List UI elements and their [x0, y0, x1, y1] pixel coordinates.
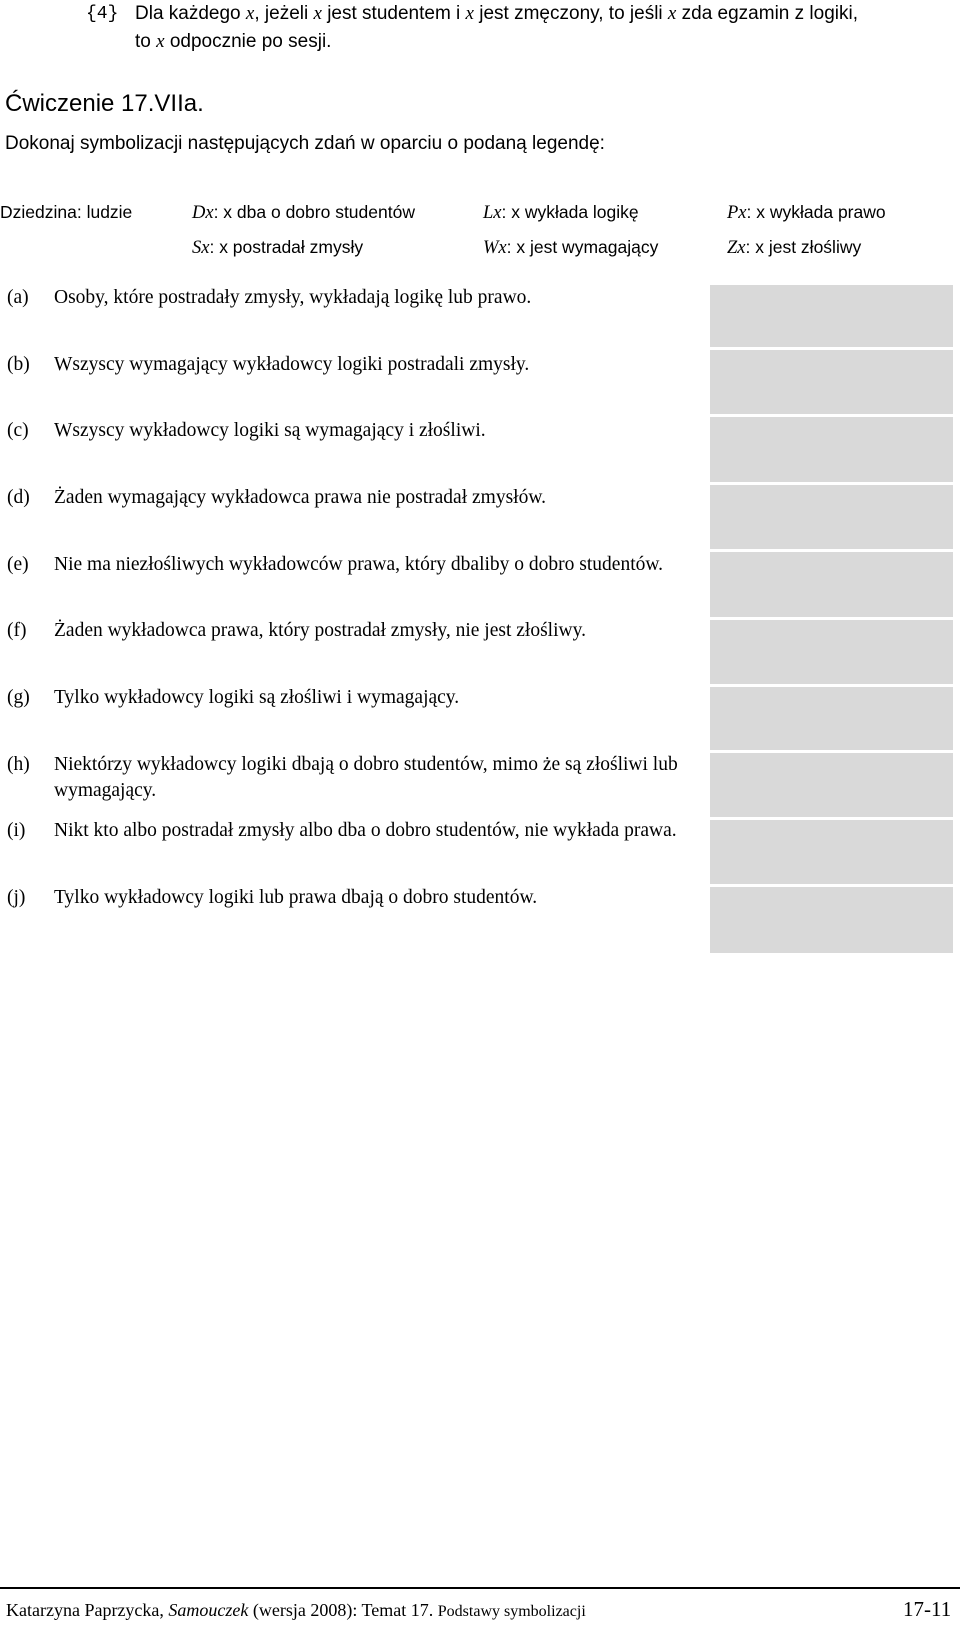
predicate-meaning: : x jest wymagający — [506, 237, 659, 257]
question-label: (h) — [7, 754, 30, 775]
predicate-symbol: Wx — [483, 238, 507, 258]
question-label: (f) — [7, 620, 27, 641]
predicate-symbol: Zx — [727, 238, 746, 258]
predicate-meaning: : x postradał zmysły — [209, 237, 364, 257]
exercise-4-line-1 — [135, 3, 858, 25]
text-part: zda egzamin z logiki, — [676, 3, 859, 24]
question-text: Niektórzy wykładowcy logiki dbają o dobro studentów, mimo że są złośliwi lub wymagający. — [54, 754, 678, 801]
variable: x — [313, 3, 322, 24]
footer-citation — [6, 1600, 586, 1621]
question-text: Nikt kto albo postradał zmysły albo dba o dobro studentów, nie wykłada prawa. — [54, 820, 677, 841]
text-part: , jeżeli — [254, 3, 314, 24]
footer-topic: Podstawy symbolizacji — [437, 1603, 586, 1620]
question-text: Wszyscy wymagający wykładowcy logiki postradali zmysły. — [54, 354, 530, 375]
question-label: (b) — [7, 354, 30, 375]
text-part: jest zmęczony, to jeśli — [473, 3, 668, 24]
answer-box[interactable] — [710, 285, 953, 350]
predicate-symbol: Px — [727, 203, 747, 223]
legend-px — [727, 202, 886, 224]
question-label: (j) — [7, 887, 26, 908]
exercise-number: {4} — [86, 4, 119, 24]
question-text: Tylko wykładowcy logiki lub prawa dbają o dobro studentów. — [54, 887, 538, 908]
question-label: (a) — [7, 287, 29, 308]
footer-edition: (wersja 2008): Temat 17. — [248, 1600, 438, 1620]
legend-sx — [192, 237, 363, 259]
question-text: Żaden wykładowca prawa, który postradał zmysły, nie jest złośliwy. — [54, 620, 586, 641]
question-label: (c) — [7, 420, 29, 441]
predicate-symbol: Lx — [483, 203, 502, 223]
legend-wx — [483, 237, 658, 259]
answer-box[interactable] — [710, 485, 953, 552]
legend-dx — [192, 202, 415, 224]
variable: x — [465, 3, 474, 24]
predicate-meaning: : x dba o dobro studentów — [213, 202, 415, 222]
question-label: (i) — [7, 820, 26, 841]
page-number: 17-11 — [903, 1597, 952, 1621]
question-text: Nie ma niezłośliwych wykładowców prawa, który dbaliby o dobro studentów. — [54, 554, 664, 575]
answer-box[interactable] — [710, 820, 953, 887]
variable: x — [245, 3, 255, 24]
exercise-heading: Ćwiczenie 17.VIIa. — [5, 90, 204, 117]
question-label: (g) — [7, 687, 30, 708]
question-text: Żaden wymagający wykładowca prawa nie postradał zmysłów. — [54, 487, 547, 508]
answer-box[interactable] — [710, 753, 953, 820]
question-label: (d) — [7, 487, 30, 508]
predicate-meaning: : x wykłada logikę — [501, 202, 639, 222]
answer-box[interactable] — [710, 687, 953, 753]
variable: x — [156, 31, 165, 52]
footer-book-title: Samouczek — [168, 1600, 249, 1620]
predicate-symbol: Dx — [192, 203, 214, 223]
answer-box[interactable] — [710, 552, 953, 620]
text-part: to — [135, 31, 157, 52]
variable: x — [667, 3, 677, 24]
legend-domain: Dziedzina: ludzie — [0, 202, 133, 222]
legend-zx — [727, 237, 861, 259]
predicate-meaning: : x jest złośliwy — [745, 237, 862, 257]
legend-lx — [483, 202, 639, 224]
predicate-symbol: Sx — [192, 238, 210, 258]
predicate-meaning: : x wykłada prawo — [746, 202, 886, 222]
question-text: Tylko wykładowcy logiki są złośliwi i wymagający. — [54, 687, 460, 708]
exercise-instruction: Dokonaj symbolizacji następujących zdań w oparciu o podaną legendę: — [5, 133, 605, 154]
exercise-4-line-2 — [135, 31, 331, 53]
answer-box[interactable] — [710, 887, 953, 953]
question-text: Wszyscy wykładowcy logiki są wymagający i złośliwi. — [54, 420, 486, 441]
text-part: Dla każdego — [135, 3, 246, 24]
answer-box[interactable] — [710, 417, 953, 485]
text-part: jest studentem i — [321, 3, 466, 24]
question-text: Osoby, które postradały zmysły, wykładają logikę lub prawo. — [54, 287, 532, 308]
text-part: odpocznie po sesji. — [164, 31, 332, 52]
answer-box[interactable] — [710, 350, 953, 417]
footer-rule — [0, 1587, 960, 1589]
question-label: (e) — [7, 554, 29, 575]
answer-box[interactable] — [710, 620, 953, 687]
footer-author: Katarzyna Paprzycka, — [6, 1600, 169, 1620]
